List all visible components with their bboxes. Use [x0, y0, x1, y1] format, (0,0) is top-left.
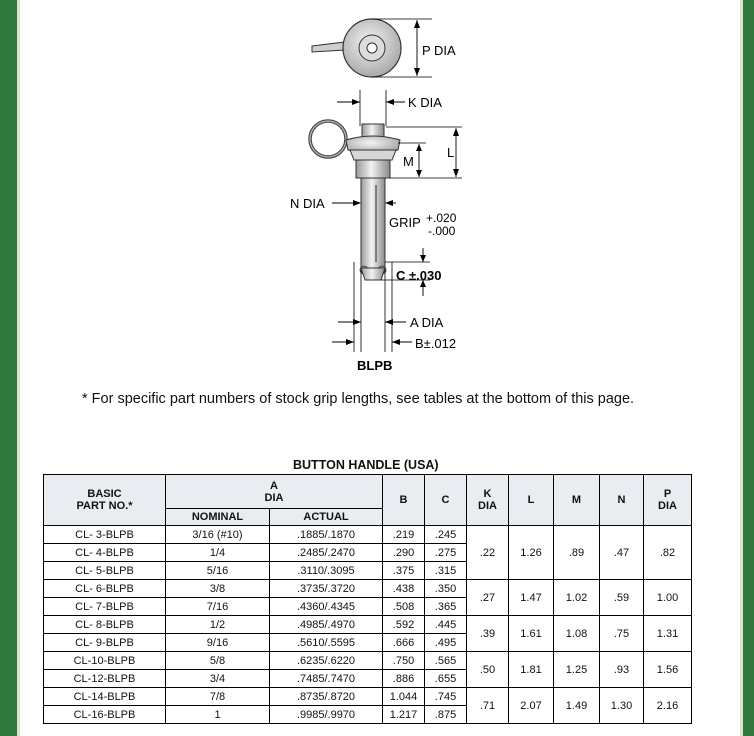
- hdr-p: P: [663, 488, 672, 500]
- cell-c: .245: [425, 526, 467, 544]
- table-row: [44, 526, 692, 544]
- cell-actual: .8735/.8720: [270, 688, 383, 706]
- col-b: B: [383, 475, 425, 526]
- cell-b: .219: [383, 526, 425, 544]
- cell-actual: .3735/.3720: [270, 580, 383, 598]
- cell-m: 1.08: [554, 616, 600, 652]
- model-label: BLPB: [357, 358, 393, 373]
- cell-b: .592: [383, 616, 425, 634]
- cell-part: CL-12-BLPB: [44, 670, 166, 688]
- cell-m: 1.25: [554, 652, 600, 688]
- table-row: [44, 652, 692, 670]
- cell-actual: .3110/.3095: [270, 562, 383, 580]
- cell-b: .438: [383, 580, 425, 598]
- cell-p: .82: [644, 526, 692, 580]
- cell-n: .93: [600, 652, 644, 688]
- cell-b: 1.217: [383, 706, 425, 724]
- cell-n: 1.30: [600, 688, 644, 724]
- cell-b: 1.044: [383, 688, 425, 706]
- hdr-k: K: [483, 488, 492, 500]
- cell-nominal: 1: [166, 706, 270, 724]
- col-n: N: [600, 475, 644, 526]
- cell-part: CL- 7-BLPB: [44, 598, 166, 616]
- button-handle-table: [43, 474, 692, 724]
- cell-n: .75: [600, 616, 644, 652]
- table-title: BUTTON HANDLE (USA): [293, 458, 439, 472]
- cell-actual: .9985/.9970: [270, 706, 383, 724]
- hdr-part-no: PART NO.*: [76, 500, 133, 512]
- cell-actual: .2485/.2470: [270, 544, 383, 562]
- hdr-k-dia: DIA: [478, 500, 497, 512]
- grip-tol-plus: +.020: [426, 211, 457, 225]
- a-dia-label: A DIA: [410, 315, 444, 330]
- cell-b: .750: [383, 652, 425, 670]
- cell-b: .290: [383, 544, 425, 562]
- cell-part: CL- 5-BLPB: [44, 562, 166, 580]
- cell-k: .27: [467, 580, 509, 616]
- m-label: M: [403, 154, 414, 169]
- hdr-a-dia: DIA: [264, 491, 284, 504]
- cell-nominal: 7/16: [166, 598, 270, 616]
- cell-part: CL- 4-BLPB: [44, 544, 166, 562]
- cell-k: .39: [467, 616, 509, 652]
- k-dia-label: K DIA: [408, 95, 442, 110]
- cell-part: CL- 8-BLPB: [44, 616, 166, 634]
- hdr-a: A: [270, 479, 278, 492]
- cell-l: 1.26: [509, 526, 554, 580]
- cell-c: .365: [425, 598, 467, 616]
- cell-p: 1.00: [644, 580, 692, 616]
- cell-b: .666: [383, 634, 425, 652]
- cell-b: .375: [383, 562, 425, 580]
- cell-part: CL-14-BLPB: [44, 688, 166, 706]
- table-row: [44, 580, 692, 598]
- cell-m: .89: [554, 526, 600, 580]
- col-c: C: [425, 475, 467, 526]
- cell-actual: .6235/.6220: [270, 652, 383, 670]
- cell-m: 1.02: [554, 580, 600, 616]
- col-basic-part-no: [44, 475, 166, 526]
- cell-c: .445: [425, 616, 467, 634]
- cell-p: 2.16: [644, 688, 692, 724]
- cell-part: CL- 3-BLPB: [44, 526, 166, 544]
- table-row: [44, 616, 692, 634]
- cell-actual: .7485/.7470: [270, 670, 383, 688]
- l-label: L: [447, 145, 455, 160]
- cell-k: .50: [467, 652, 509, 688]
- stock-grip-note: * For specific part numbers of stock grip lengths, see tables at the bottom of this page.: [82, 391, 635, 407]
- cell-nominal: 5/16: [166, 562, 270, 580]
- cell-nominal: 3/16 (#10): [166, 526, 270, 544]
- cell-p: 1.31: [644, 616, 692, 652]
- cell-l: 1.61: [509, 616, 554, 652]
- cell-part: CL- 6-BLPB: [44, 580, 166, 598]
- cell-k: .22: [467, 526, 509, 580]
- col-p-dia: [644, 475, 692, 526]
- cell-c: .875: [425, 706, 467, 724]
- cell-b: .886: [383, 670, 425, 688]
- col-actual: ACTUAL: [270, 509, 383, 526]
- col-nominal: NOMINAL: [166, 509, 270, 526]
- cell-actual: .1885/.1870: [270, 526, 383, 544]
- cell-nominal: 5/8: [166, 652, 270, 670]
- grip-tol-minus: -.000: [428, 224, 456, 238]
- p-dia-label: P DIA: [422, 43, 456, 58]
- cell-part: CL-16-BLPB: [44, 706, 166, 724]
- cell-actual: .4985/.4970: [270, 616, 383, 634]
- cell-part: CL- 9-BLPB: [44, 634, 166, 652]
- cell-l: 2.07: [509, 688, 554, 724]
- cell-nominal: 1/2: [166, 616, 270, 634]
- cell-n: .47: [600, 526, 644, 580]
- c-label: C ±.030: [396, 268, 442, 283]
- cell-nominal: 1/4: [166, 544, 270, 562]
- hdr-p-dia: DIA: [658, 500, 677, 512]
- cell-c: .315: [425, 562, 467, 580]
- cell-p: 1.56: [644, 652, 692, 688]
- col-a-dia: [166, 475, 383, 509]
- table-row: [44, 688, 692, 706]
- cell-nominal: 9/16: [166, 634, 270, 652]
- grip-label: GRIP: [389, 215, 421, 230]
- cell-c: .565: [425, 652, 467, 670]
- col-m: M: [554, 475, 600, 526]
- cell-nominal: 3/8: [166, 580, 270, 598]
- top-view: [312, 19, 401, 77]
- cell-l: 1.81: [509, 652, 554, 688]
- n-dia-label: N DIA: [290, 196, 325, 211]
- cell-c: .655: [425, 670, 467, 688]
- cell-c: .495: [425, 634, 467, 652]
- cell-nominal: 3/4: [166, 670, 270, 688]
- col-l: L: [509, 475, 554, 526]
- cell-b: .508: [383, 598, 425, 616]
- cell-actual: .5610/.5595: [270, 634, 383, 652]
- cell-n: .59: [600, 580, 644, 616]
- b-label: B±.012: [415, 336, 457, 351]
- cell-c: .275: [425, 544, 467, 562]
- cell-actual: .4360/.4345: [270, 598, 383, 616]
- cell-l: 1.47: [509, 580, 554, 616]
- cell-nominal: 7/8: [166, 688, 270, 706]
- cell-part: CL-10-BLPB: [44, 652, 166, 670]
- cell-c: .745: [425, 688, 467, 706]
- cell-c: .350: [425, 580, 467, 598]
- cell-k: .71: [467, 688, 509, 724]
- col-k-dia: [467, 475, 509, 526]
- hdr-basic: BASIC: [87, 488, 122, 500]
- cell-m: 1.49: [554, 688, 600, 724]
